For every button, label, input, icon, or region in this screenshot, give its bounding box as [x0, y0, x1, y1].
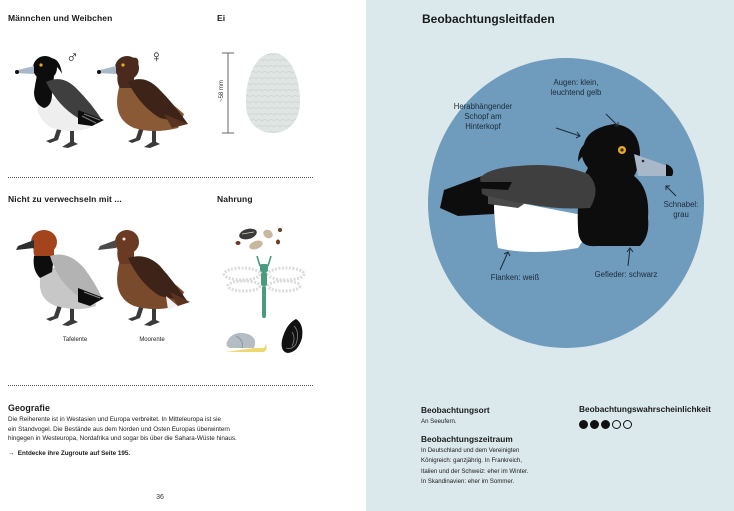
egg-size-label: ~58 mm: [219, 80, 225, 102]
rating-dot-filled: [601, 420, 610, 429]
probability-rating: [579, 420, 632, 429]
male-female-heading: Männchen und Weibchen: [8, 13, 113, 23]
bill-annotation: [656, 200, 706, 220]
tafelente-caption: Tafelente: [62, 337, 88, 343]
rating-dot-empty: [612, 420, 621, 429]
migration-route-link-text: Entdecke ihre Zugroute auf Seite 195.: [17, 450, 131, 457]
geography-line: hingegen in Westeuropa, Nordafrika und sogar bis über die Sahara-Wüste hinaus.: [8, 435, 237, 442]
period-line: In Skandinavien: eher im Sommer.: [421, 478, 515, 486]
dragonfly-icon: [222, 256, 306, 320]
geography-line: Die Reiherente ist in Westasien und Europa verbreitet. In Mitteleuropa ist sie: [8, 416, 222, 423]
section-divider: [8, 385, 313, 386]
period-line: Italien und der Schweiz: eher im Winter.: [421, 467, 529, 475]
moorente-caption: Moorente: [139, 337, 165, 343]
left-page: [0, 0, 366, 511]
egg-illustration: [244, 52, 302, 134]
rating-dot-empty: [623, 420, 632, 429]
observation-guide-title: Beobachtungsleitfaden: [422, 12, 555, 26]
food-heading: Nahrung: [217, 194, 253, 204]
period-line: In Deutschland und dem Vereinigten: [421, 447, 520, 454]
crest-annotation: [438, 102, 528, 132]
flanks-annotation: Flanken: weiß: [490, 273, 540, 282]
migration-route-link[interactable]: [8, 449, 130, 459]
moorente-illustration: [94, 226, 199, 331]
annotation-line: grau: [673, 210, 689, 219]
period-heading: Beobachtungszeitraum: [421, 434, 513, 444]
rating-dot-filled: [590, 420, 599, 429]
confusion-heading: Nicht zu verwechseln mit ...: [8, 194, 122, 204]
annotation-line: Hinterkopf: [465, 122, 501, 131]
right-page: [366, 0, 734, 511]
eyes-annotation: [526, 78, 626, 98]
period-line: Königreich: ganzjährig. In Frankreich,: [421, 457, 522, 465]
arrow-right-icon: →: [8, 450, 15, 457]
geography-text: [8, 415, 328, 444]
annotation-line: Schopf am: [464, 112, 502, 121]
location-heading: Beobachtungsort: [421, 405, 490, 415]
annotation-line: leuchtend gelb: [550, 88, 602, 97]
annotation-line: Augen: klein,: [553, 78, 599, 87]
rating-dot-filled: [579, 420, 588, 429]
page-number: 36: [156, 494, 164, 501]
location-text: An Seeufern.: [421, 418, 457, 425]
geography-line: ein Standvogel. Die Bestände aus dem Norden und Osten Europas überwintern: [8, 425, 230, 433]
mussel-icon: [280, 318, 304, 354]
female-tufted-duck-illustration: [94, 48, 199, 153]
probability-heading: Beobachtungswahrscheinlichkeit: [579, 404, 711, 414]
snail-icon: [224, 330, 270, 354]
male-symbol: ♂: [66, 48, 79, 67]
female-symbol: ♀: [150, 47, 163, 66]
section-divider: [8, 177, 313, 178]
period-text: [421, 446, 571, 488]
egg-heading: Ei: [217, 13, 226, 23]
seeds-icon: [232, 226, 288, 252]
geography-heading: Geografie: [8, 403, 50, 413]
annotation-line: Herabhängender: [453, 102, 513, 111]
plumage-annotation: Gefieder: schwarz: [594, 270, 658, 279]
annotation-line: Schnabel:: [663, 200, 699, 209]
